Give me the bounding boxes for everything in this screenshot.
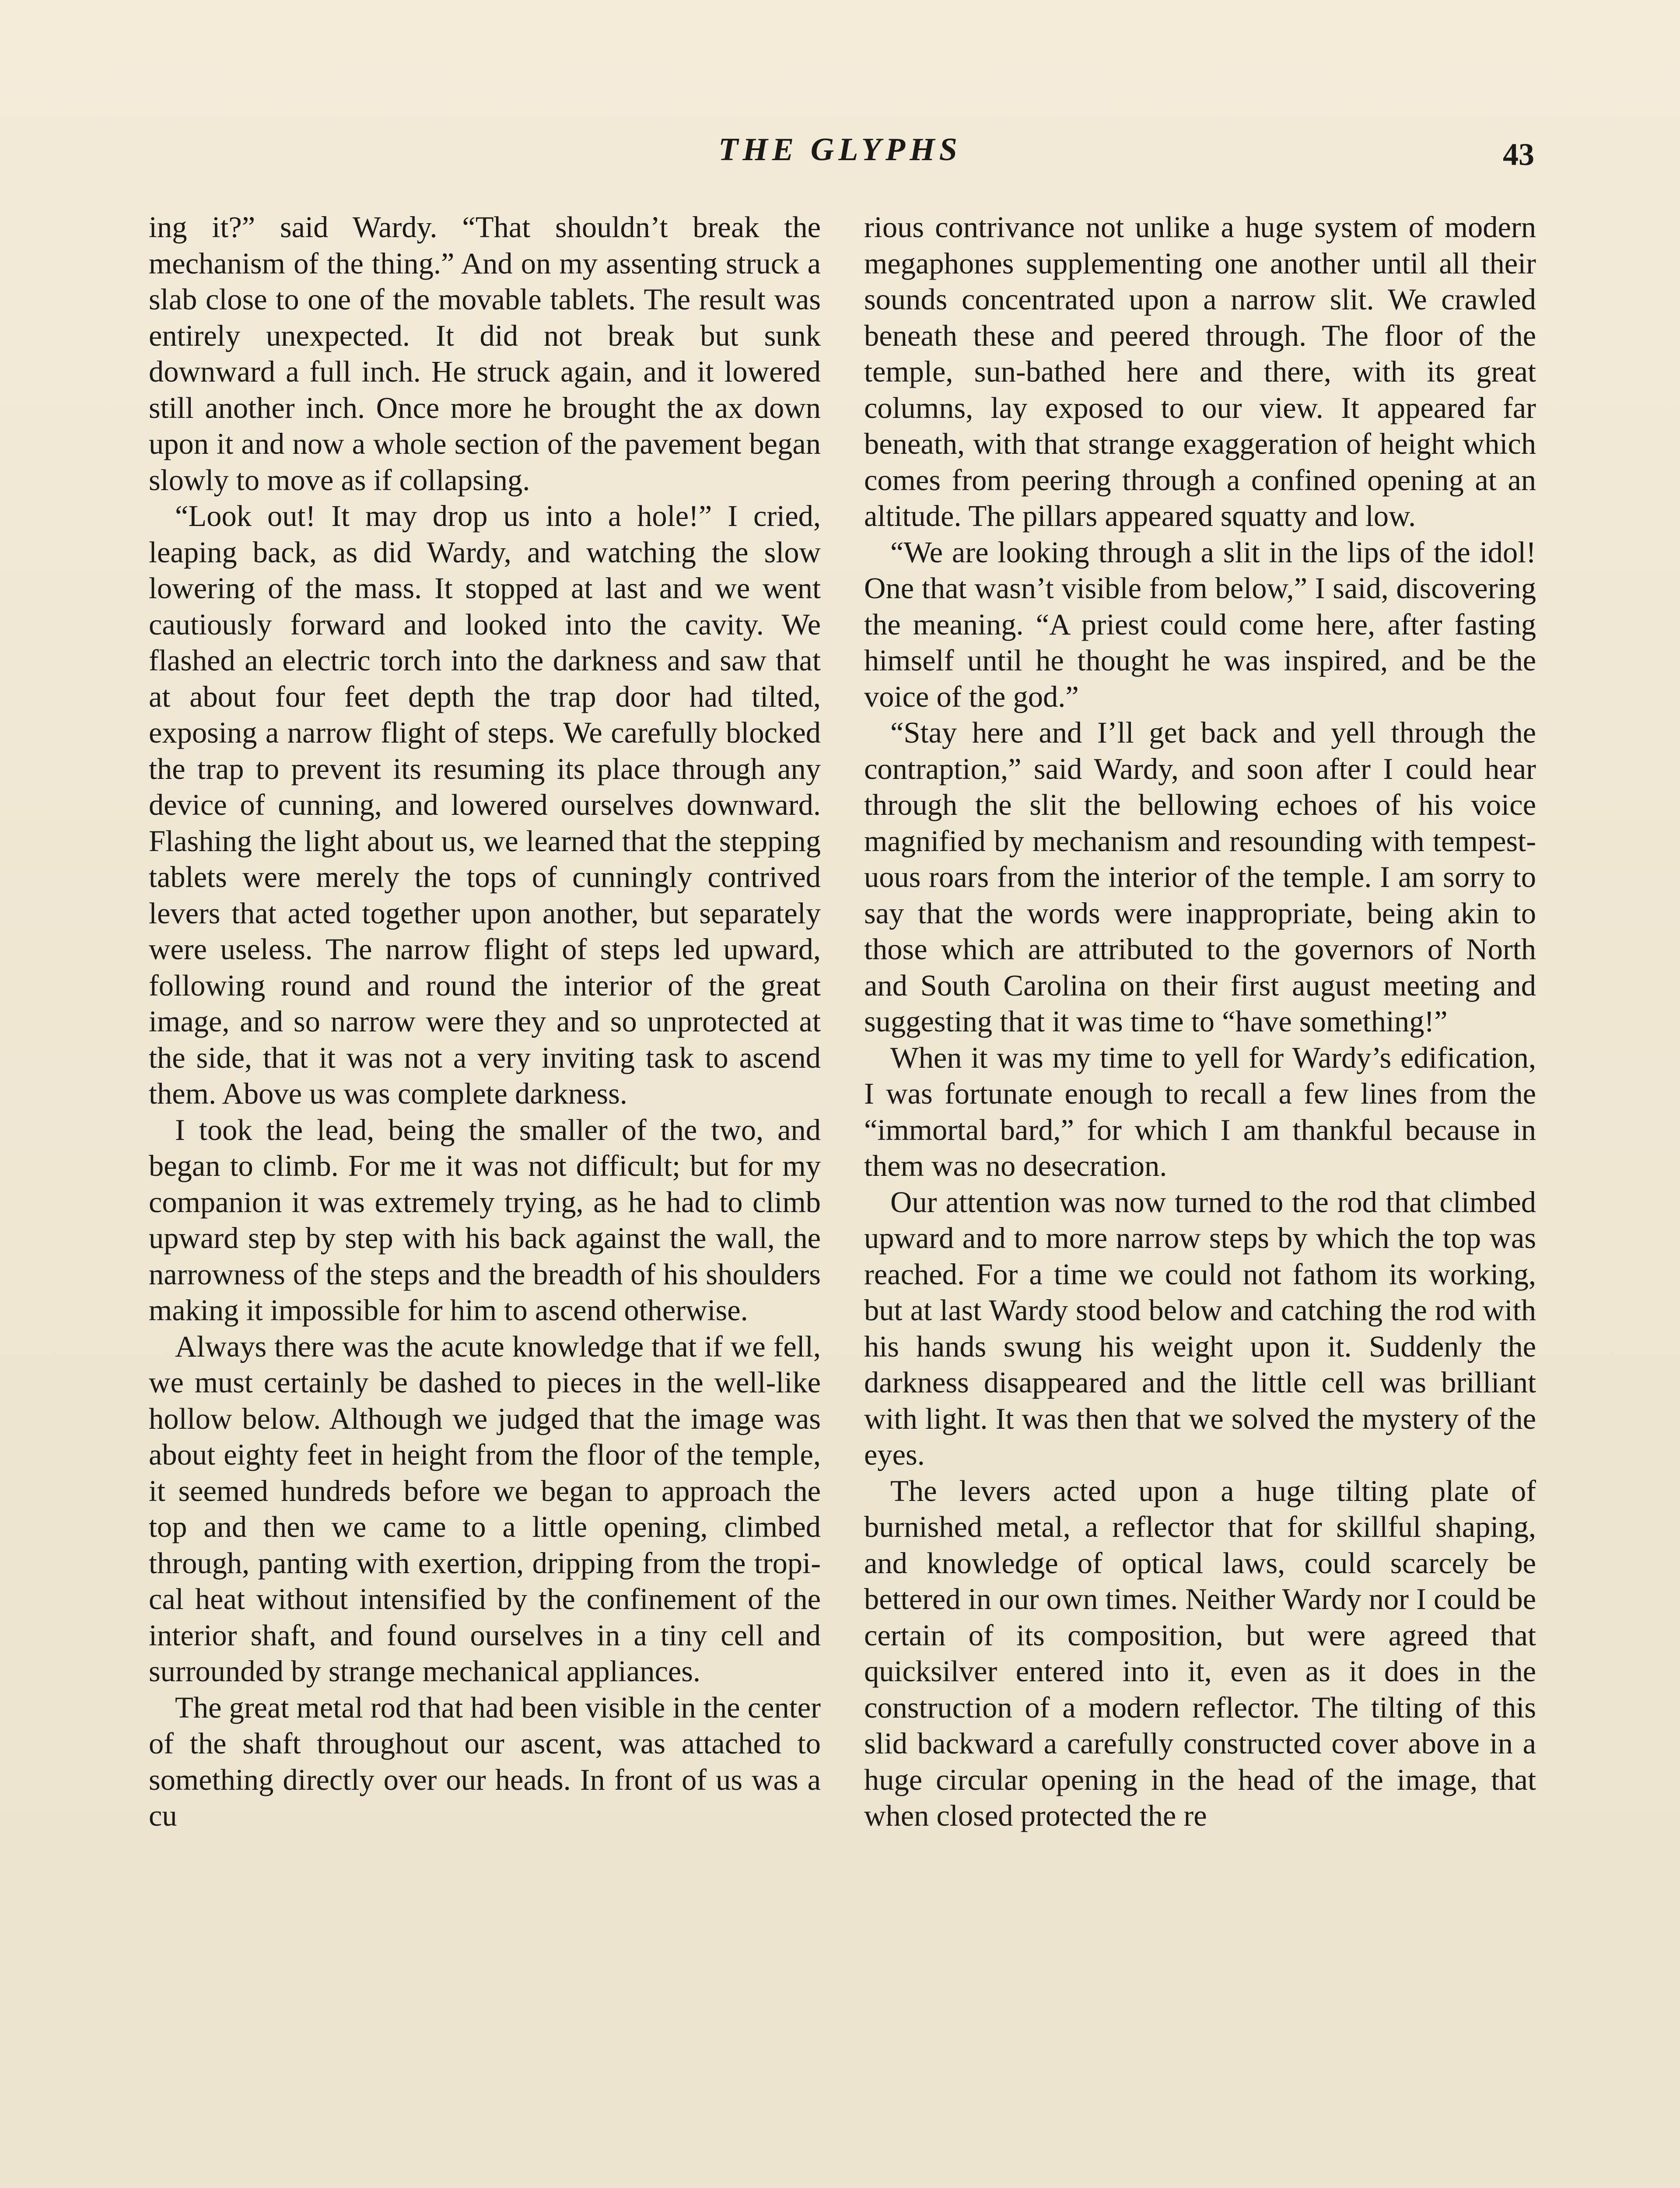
- right-column: [864, 209, 1536, 1834]
- left-column: [149, 209, 821, 1834]
- paragraph: Our attention was now turned to the rod that climbed upward and to more narrow steps by which the top was reached. For a time we could not fathom its working, but at last Wardy stood below and catching the rod with his hands swung his weight upon it. Suddenly the darkness disappeared and the little cell was brilliant with light. It was then that we solved the mystery of the eyes.: [864, 1185, 1536, 1471]
- paragraph: ing it?” said Wardy. “That shouldn’t break the mechanism of the thing.” And on my assenting struck a slab close to one of the movable tablets. The result was entirely unexpected. It did not break but sunk downward a full inch. He struck again, and it lowered still another inch. Once more he brought the ax down upon it and now a whole section of the pavement began slowly to move as if collapsing.: [149, 210, 821, 497]
- paragraph: I took the lead, being the smaller of the two, and began to climb. For me it was not difficult; but for my companion it was extremely trying, as he had to climb upward step by step with his back against the wall, the narrowness of the steps and the breadth of his shoulders making it impossible for him to ascend otherwise.: [149, 1113, 821, 1327]
- paragraph: “We are looking through a slit in the lips of the idol! One that wasn’t visible from below,” I said, discovering the meaning. “A priest could come here, after fasting himself until he thought he was inspired, and be the voice of the god.”: [864, 535, 1536, 713]
- page-number: 43: [1503, 137, 1534, 172]
- paragraph: When it was my time to yell for Wardy’s edification, I was fortunate enough to recall a few lines from the “immortal bard,” for which I am thankful because in them was no desecration.: [864, 1041, 1536, 1182]
- paragraph: “Look out! It may drop us into a hole!” I cried, leaping back, as did Wardy, and watching the slow lowering of the mass. It stopped at last and we went cautiously forward and looked into the cavity. We flashed an electric torch into the darkness and saw that at about four feet depth the trap door had tilted, exposing a narrow flight of steps. We carefully blocked the trap to prevent its resuming its place through any device of cunning, and lowered ourselves downward. Flashing the light about us, we learned that the stepping tablets were merely the tops of cunningly contrived levers that acted together upon another, but separately were useless. The narrow flight of steps led upward, following round and round the interior of the great image, and so narrow were they and so unprotected at the side, that it was not a very inviting task to ascend them. Above us was complete darkness.: [149, 499, 821, 1110]
- paragraph: The great metal rod that had been visible in the center of the shaft throughout our ascent, was attached to something directly over our heads. In front of us was a cu: [149, 1690, 821, 1832]
- running-head: [0, 131, 1680, 179]
- paragraph: rious contrivance not unlike a huge system of modern megaphones supplementing one another until all their sounds concentrated upon a narrow slit. We crawled beneath these and peered through. The floor of the temple, sun-bathed here and there, with its great columns, lay exposed to our view. It appeared far beneath, with that strange exaggeration of height which comes from peering through a confined opening at an altitude. The pillars appeared squatty and low.: [864, 210, 1536, 533]
- paragraph: The levers acted upon a huge tilting plate of burnished metal, a reflector that for skillful shaping, and knowledge of optical laws, could scarcely be bettered in our own times. Neither Wardy nor I could be certain of its composition, but were agreed that quicksilver entered into it, even as it does in the construction of a modern reflector. The tilting of this slid backward a carefully constructed cover above in a huge circular opening in the head of the image, that when closed protected the re: [864, 1474, 1536, 1832]
- running-title: THE GLYPHS: [718, 132, 962, 168]
- paragraph: Always there was the acute knowledge that if we fell, we must certainly be dashed to pieces in the well-like hollow below. Although we judged that the image was about eighty feet in height from the floor of the temple, it seemed hundreds before we began to approach the top and then we came to a little opening, climbed through, panting with exertion, dripping from the tropical heat without intensified by the confinement of the interior shaft, and found ourselves in a tiny cell and surrounded by strange mechanical appliances.: [149, 1329, 821, 1688]
- paragraph: “Stay here and I’ll get back and yell through the contraption,” said Wardy, and soon after I could hear through the slit the bellowing echoes of his voice magnified by mechanism and resounding with tempestuous roars from the interior of the temple. I am sorry to say that the words were inappropriate, being akin to those which are attributed to the governors of North and South Carolina on their first august meeting and suggesting that it was time to “have something!”: [864, 716, 1536, 1038]
